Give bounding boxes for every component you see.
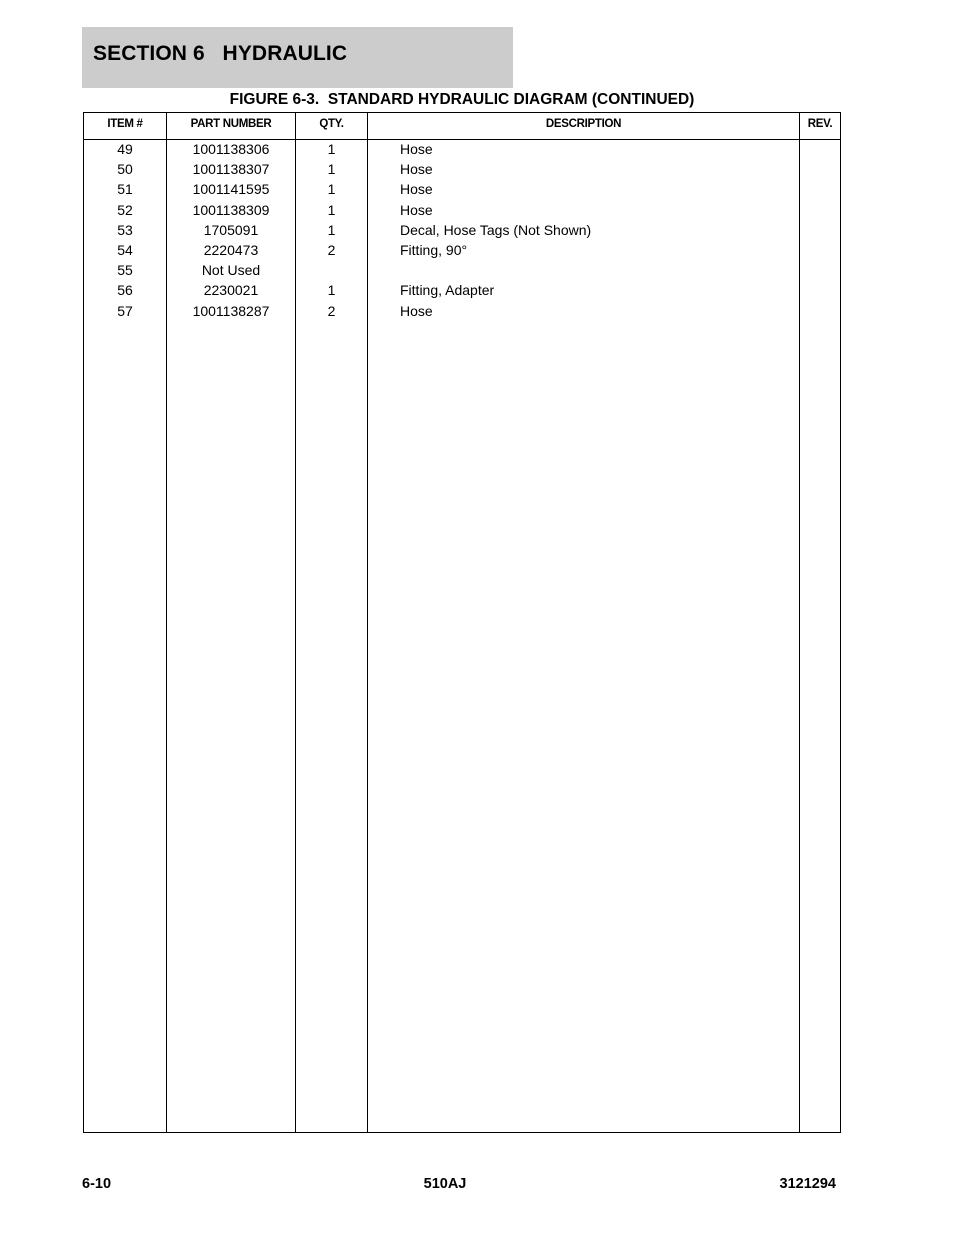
part-number: 1001138309: [192, 201, 270, 218]
quantity: 1: [327, 282, 336, 299]
quantity: 2: [327, 302, 336, 319]
quantity: 1: [327, 201, 336, 218]
quantity: 1: [327, 161, 336, 178]
quantity: 1: [327, 221, 336, 238]
item-number: 54: [117, 241, 133, 258]
description: Fitting, Adapter: [400, 282, 495, 299]
item-number: 56: [117, 282, 133, 299]
description: Hose: [400, 161, 433, 178]
figure-title: FIGURE 6-3. STANDARD HYDRAULIC DIAGRAM (CONTINUED): [229, 91, 695, 108]
table-row: [84, 180, 840, 200]
quantity: 1: [327, 141, 336, 157]
footer-model: 510AJ: [423, 1176, 467, 1192]
description: Hose: [400, 141, 433, 157]
part-number: 1001138287: [192, 302, 270, 319]
table-row: [84, 140, 840, 160]
item-number: 49: [117, 141, 133, 157]
table-row: [84, 201, 840, 221]
table-row: [84, 261, 840, 281]
header-part-number: PART NUMBER: [190, 118, 272, 130]
quantity: 2: [327, 241, 336, 258]
table-row: [84, 281, 840, 301]
section-banner: [82, 27, 513, 88]
description: Hose: [400, 302, 433, 319]
part-number: 1001138307: [192, 161, 270, 178]
header-qty: QTY.: [319, 118, 344, 130]
item-number: 52: [117, 201, 133, 218]
part-number: 2230021: [203, 282, 259, 299]
item-number: 51: [117, 181, 133, 198]
footer-page-number: 6-10: [82, 1176, 112, 1192]
description: Hose: [400, 201, 433, 218]
section-title: SECTION 6 HYDRAULIC: [93, 42, 348, 65]
item-number: 57: [117, 302, 133, 319]
part-number: 1001138306: [192, 141, 270, 157]
header-description: DESCRIPTION: [545, 118, 622, 130]
item-number: 50: [117, 161, 133, 178]
description: Hose: [400, 181, 433, 198]
table-row: [84, 160, 840, 180]
item-number: 55: [117, 262, 133, 279]
part-number: 2220473: [203, 241, 259, 258]
quantity: 1: [327, 181, 336, 198]
header-item: ITEM #: [107, 118, 143, 130]
table-body: [84, 140, 840, 322]
parts-table: [83, 112, 841, 1133]
description: Decal, Hose Tags (Not Shown): [400, 221, 592, 238]
table-row: [84, 302, 840, 322]
part-number: Not Used: [201, 262, 261, 279]
item-number: 53: [117, 221, 133, 238]
table-row: [84, 221, 840, 241]
footer-document-number: 3121294: [779, 1176, 836, 1192]
header-rev: REV.: [807, 118, 833, 130]
description: Fitting, 90°: [400, 241, 468, 258]
part-number: 1705091: [203, 221, 259, 238]
table-row: [84, 241, 840, 261]
part-number: 1001141595: [192, 181, 270, 198]
